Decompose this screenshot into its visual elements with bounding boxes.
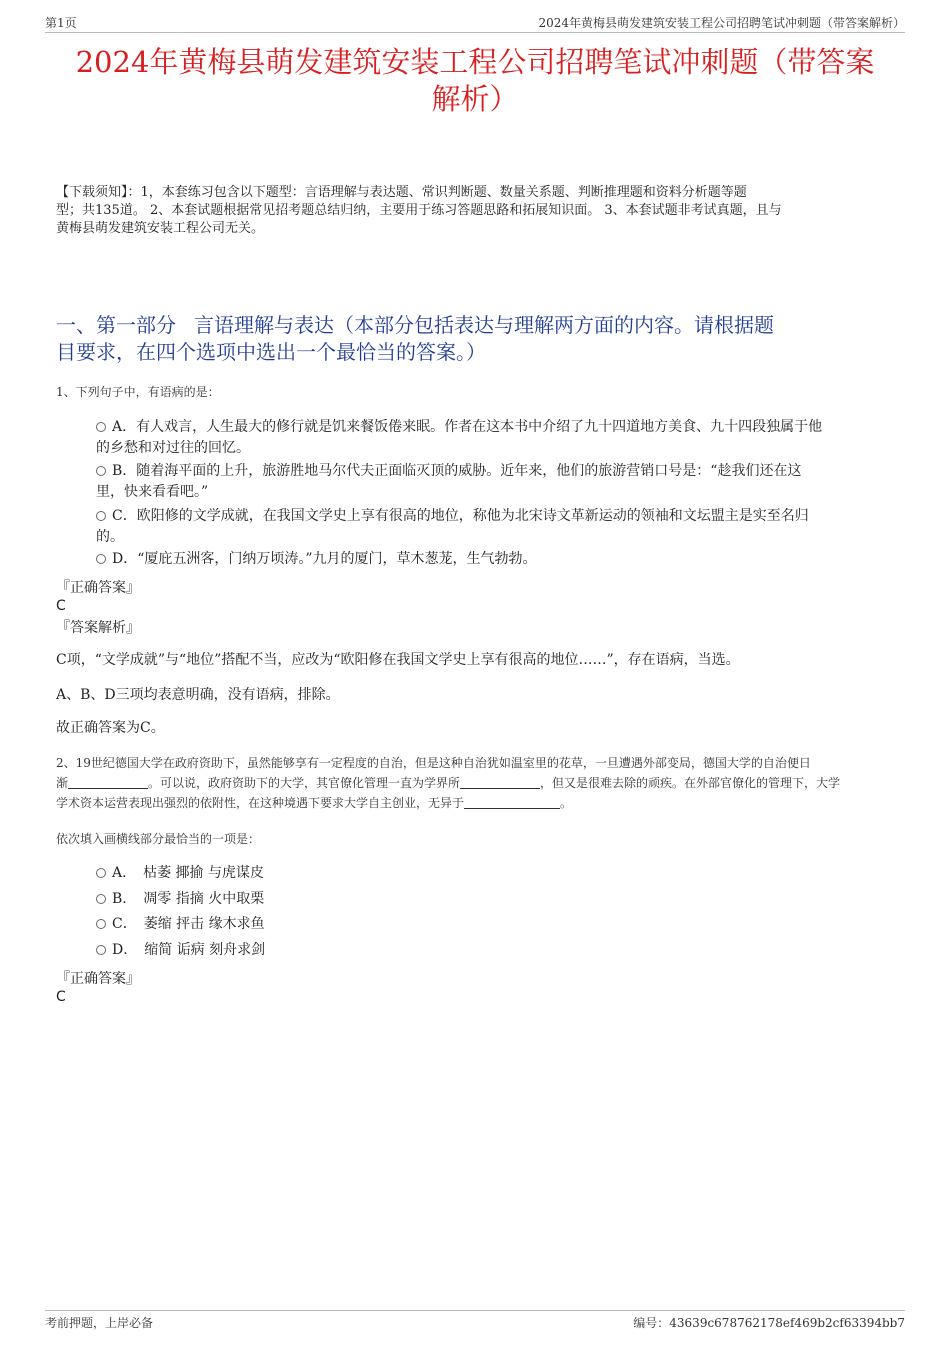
q2-option-b[interactable]	[96, 889, 896, 910]
q1-analysis-1: C项，“文学成就”与“地位”搭配不当，应改为“欧阳修在我国文学史上享有很高的地位……”，存在语病，当选。	[56, 652, 740, 668]
q1-answer-label: 『正确答案』	[56, 580, 140, 596]
q2-stem-line-3	[56, 793, 894, 813]
q1-analysis-2: A、B、D三项均表意明确，没有语病，排除。	[56, 687, 340, 703]
blank-3	[464, 796, 560, 809]
q1-analysis-label: 『答案解析』	[56, 620, 140, 636]
title-line-2: 解析）	[431, 82, 519, 116]
q1-analysis-3: 故正确答案为C。	[56, 720, 165, 736]
radio-icon[interactable]	[96, 466, 106, 476]
notice-line-3: 黄梅县萌发建筑安装工程公司无关。	[56, 221, 265, 236]
footer-divider	[45, 1310, 905, 1311]
option-text: D． 缩简 诟病 刻舟求剑	[112, 942, 266, 958]
q1-option-c[interactable]	[96, 506, 896, 548]
download-notice	[56, 184, 898, 238]
radio-icon[interactable]	[96, 511, 106, 521]
notice-line-1: 【下载须知】：1，本套练习包含以下题型：言语理解与表达题、常识判断题、数量关系题、判断推理题和资料分析题等题	[56, 185, 747, 200]
q2-text: 。	[560, 796, 573, 810]
option-text: B．随着海平面的上升，旅游胜地马尔代夫正面临灭顶的威胁。近年来，他们的旅游营销口号是：“趁我们还在这	[112, 463, 802, 479]
question-2-stem	[56, 753, 894, 813]
option-text: A． 枯萎 揶揄 与虎谋皮	[112, 865, 265, 881]
section-title: 言语理解与表达（本部分包括表达与理解两方面的内容。请根据题	[194, 313, 774, 337]
radio-icon[interactable]	[96, 894, 106, 904]
blank-2	[460, 776, 540, 789]
page-footer	[45, 1314, 905, 1332]
radio-icon[interactable]	[96, 554, 106, 564]
q2-text: 。可以说，政府资助下的大学，其官僚化管理一直为学界所	[148, 776, 461, 790]
q1-option-d[interactable]	[96, 549, 896, 570]
q2-option-c[interactable]	[96, 914, 896, 935]
page-number: 第1页	[45, 16, 77, 30]
q2-text: ，但又是很难去除的顽疾。在外部官僚化的管理下，大学	[540, 776, 841, 790]
radio-icon[interactable]	[96, 945, 106, 955]
question-1-stem: 1、下列句子中，有语病的是：	[56, 385, 220, 399]
option-text: B． 凋零 指摘 火中取栗	[112, 891, 265, 907]
q2-option-d[interactable]	[96, 940, 896, 961]
page-header	[45, 14, 905, 32]
title-line-1: 2024年黄梅县萌发建筑安装工程公司招聘笔试冲刺题（带答案	[75, 45, 875, 79]
q1-option-a[interactable]	[96, 417, 896, 459]
section-heading-line-2: 目要求，在四个选项中选出一个最恰当的答案。）	[56, 340, 486, 364]
q2-prompt: 依次填入画横线部分最恰当的一项是：	[56, 832, 261, 846]
option-text-cont: 里，快来看看吧。”	[96, 484, 209, 500]
q2-option-a[interactable]	[96, 863, 896, 884]
q2-text: 渐	[56, 776, 69, 790]
radio-icon[interactable]	[96, 919, 106, 929]
q1-answer: C	[56, 598, 66, 614]
radio-icon[interactable]	[96, 422, 106, 432]
footer-doc-id: 编号：43639c678762178ef469b2cf63394bb7	[633, 1316, 905, 1330]
option-text-cont: 的乡愁和对过往的回忆。	[96, 440, 250, 456]
option-text: C． 萎缩 抨击 缘木求鱼	[112, 916, 265, 932]
section-heading	[56, 312, 898, 366]
q2-stem-line-1: 2、19世纪德国大学在政府资助下，虽然能够享有一定程度的自治，但是这种自治犹如温室里的花草，一旦遭遇外部变局，德国大学的自治便日	[56, 756, 811, 770]
option-text: C．欧阳修的文学成就，在我国文学史上享有很高的地位，称他为北宋诗文革新运动的领袖和文坛盟主是实至名归	[112, 508, 809, 524]
option-text-cont: 的。	[96, 529, 124, 545]
option-text: A．有人戏言，人生最大的修行就是饥来餐饭倦来眠。作者在这本书中介绍了九十四道地方美食、九十四段独属于他	[112, 419, 823, 435]
section-heading-line-1	[56, 312, 898, 339]
blank-1	[68, 776, 148, 789]
section-number: 一、第一部分	[56, 313, 176, 337]
footer-slogan: 考前押题，上岸必备	[45, 1316, 154, 1330]
q2-answer-label: 『正确答案』	[56, 971, 140, 987]
header-doc-title: 2024年黄梅县萌发建筑安装工程公司招聘笔试冲刺题（带答案解析）	[538, 16, 905, 30]
document-title	[45, 44, 905, 118]
q2-text: 学术资本运营表现出强烈的依附性，在这种境遇下要求大学自主创业，无异于	[56, 796, 465, 810]
q2-stem-line-2	[56, 773, 894, 793]
q2-answer: C	[56, 989, 66, 1005]
notice-line-2: 型；共135道。 2、本套试题根据常见招考题总结归纳，主要用于练习答题思路和拓展知识面。 3、本套试题非考试真题，且与	[56, 203, 782, 218]
q1-option-b[interactable]	[96, 461, 896, 503]
radio-icon[interactable]	[96, 868, 106, 878]
header-divider	[45, 32, 905, 33]
option-text: D．“厦庇五洲客，门纳万顷涛。”九月的厦门，草木葱茏，生气勃勃。	[112, 551, 537, 567]
